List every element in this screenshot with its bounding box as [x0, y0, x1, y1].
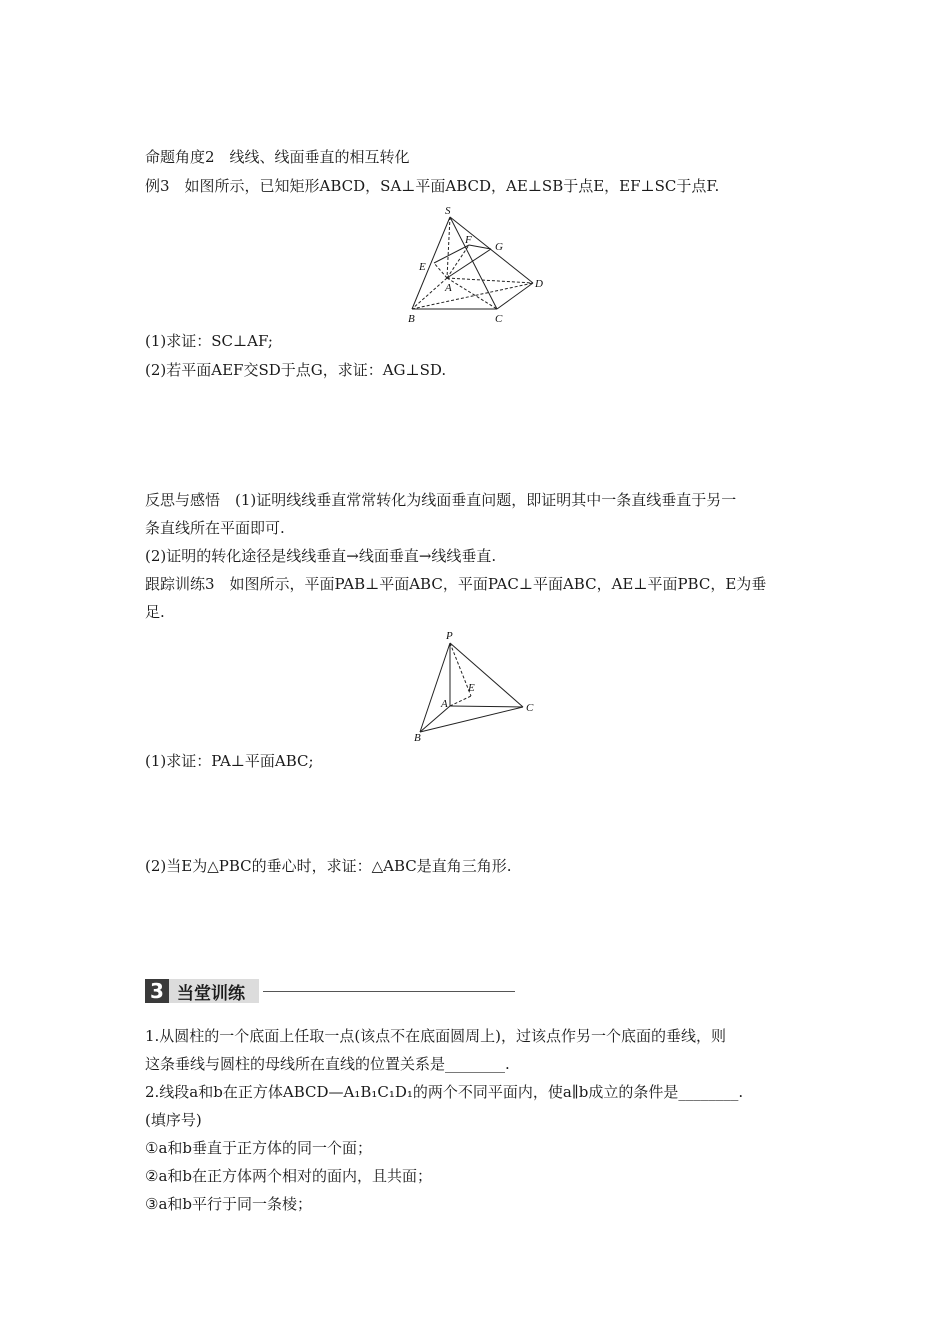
- exercise1-line1: 1.从圆柱的一个底面上任取一点(该点不在底面圆周上)，过该点作另一个底面的垂线，则: [145, 1027, 727, 1045]
- section-title: 当堂训练: [169, 979, 259, 1003]
- example3-q2: (2)若平面AEF交SD于点G，求证：AG⊥SD.: [145, 361, 447, 379]
- fig1-label-e: E: [419, 261, 426, 273]
- angle-heading: 命题角度2 线线、线面垂直的相互转化: [145, 148, 410, 166]
- fig1-label-a: A: [445, 282, 452, 294]
- pyramid-figure: [400, 202, 560, 330]
- exercise2-option2: ②a和b在正方体两个相对的面内，且共面；: [145, 1167, 432, 1185]
- exercise2-line1: 2.线段a和b在正方体ABCD—A₁B₁C₁D₁的两个不同平面内，使a∥b成立的条件是________.: [145, 1083, 744, 1101]
- fig2-label-b: B: [414, 732, 421, 744]
- section-rule: [263, 991, 515, 992]
- fig2-label-c: C: [526, 702, 534, 714]
- fig1-label-s: S: [445, 205, 451, 217]
- reflection-line1: 反思与感悟 (1)证明线线垂直常常转化为线面垂直问题，即证明其中一条直线垂直于另一: [145, 491, 737, 509]
- section-number: 3: [145, 979, 169, 1003]
- example3-q1: (1)求证：SC⊥AF;: [145, 332, 273, 350]
- fig2-label-a: A: [441, 698, 448, 710]
- tracking3-line1: 跟踪训练3 如图所示，平面PAB⊥平面ABC，平面PAC⊥平面ABC，AE⊥平面PBC，E为垂: [145, 575, 767, 593]
- exercise2-line2: (填序号): [145, 1111, 202, 1129]
- fig2-label-e: E: [468, 682, 475, 694]
- exercise1-line2: 这条垂线与圆柱的母线所在直线的位置关系是________.: [145, 1055, 510, 1073]
- tetrahedron-figure: [405, 628, 545, 748]
- reflection-line2: 条直线所在平面即可.: [145, 519, 285, 537]
- tracking3-q1: (1)求证：PA⊥平面ABC;: [145, 752, 314, 770]
- fig1-label-c: C: [495, 313, 503, 325]
- tracking3-q2: (2)当E为△PBC的垂心时，求证：△ABC是直角三角形.: [145, 857, 512, 875]
- exercise2-option3: ③a和b平行于同一条棱；: [145, 1195, 312, 1213]
- fig1-label-g: G: [495, 241, 503, 253]
- fig1-label-f: F: [465, 234, 472, 246]
- fig1-label-d: D: [535, 278, 543, 290]
- section-heading: [145, 978, 515, 1004]
- fig1-label-b: B: [408, 313, 415, 325]
- tracking3-line2: 足.: [145, 603, 165, 621]
- exercise2-option1: ①a和b垂直于正方体的同一个面；: [145, 1139, 372, 1157]
- reflection-line3: (2)证明的转化途径是线线垂直→线面垂直→线线垂直.: [145, 547, 497, 565]
- example3-stem: 例3 如图所示，已知矩形ABCD，SA⊥平面ABCD，AE⊥SB于点E，EF⊥SC于点F.: [145, 177, 720, 195]
- fig2-label-p: P: [446, 630, 453, 642]
